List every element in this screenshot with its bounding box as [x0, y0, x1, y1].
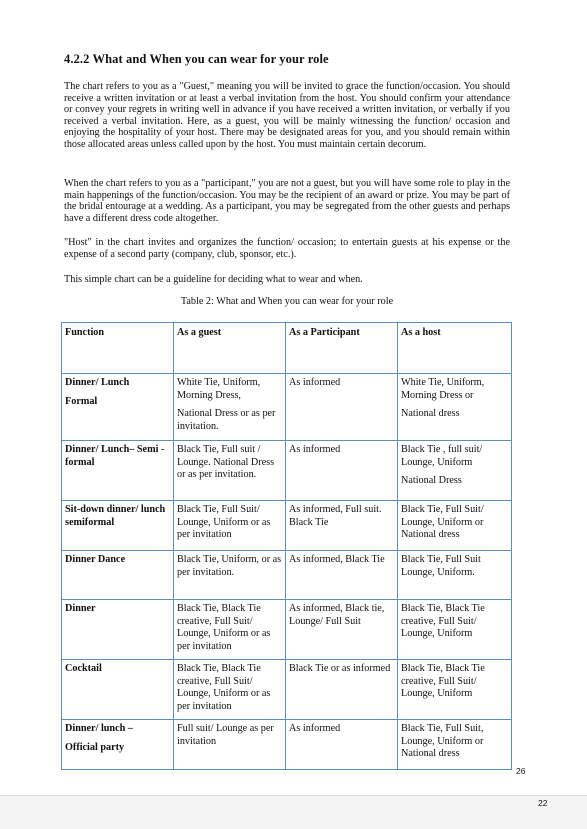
table-cell-participant — [286, 441, 398, 501]
header-participant: As a Participant — [286, 323, 398, 374]
table-cell-function — [62, 374, 174, 441]
table-cell-host — [398, 551, 512, 600]
paragraph-guideline: This simple chart can be a guideline for deciding what to wear and when. — [64, 274, 363, 285]
cell-text: National Dress — [401, 475, 462, 486]
cell-text: Black Tie, Full Suit, Lounge, Uniform or National dress — [401, 723, 484, 759]
table-cell-host — [398, 501, 512, 551]
table-row — [62, 551, 512, 600]
table-cell-guest — [174, 720, 286, 770]
table-cell-participant — [286, 600, 398, 660]
cell-text: As informed, Black tie, Lounge/ Full Suit — [289, 603, 385, 627]
cell-text: Full suit/ Lounge as per invitation — [177, 723, 274, 747]
cell-text: Black Tie, Full Suit/ Lounge, Uniform or National dress — [401, 504, 484, 540]
table-cell-participant — [286, 551, 398, 600]
cell-text: Cocktail — [65, 663, 102, 674]
cell-text: As informed, Black Tie — [289, 554, 385, 565]
table-cell-host — [398, 441, 512, 501]
table-cell-host — [398, 600, 512, 660]
cell-text: Black Tie, Black Tie creative, Full Suit/ Lounge, Uniform — [401, 663, 485, 699]
cell-text: Black Tie , full suit/ Lounge, Uniform — [401, 444, 483, 468]
header-guest: As a guest — [174, 323, 286, 374]
cell-text: Dinner/ Lunch — [65, 377, 130, 388]
header-host: As a host — [398, 323, 512, 374]
page-number-inner: 26 — [516, 766, 526, 776]
page-footer-band — [0, 795, 587, 829]
paragraph-participant: When the chart refers to you as a "participant," you are not a guest, but you will have some role to play in the main happenings of the function/occasion. You may be the recipient of an award or prize. You may be part of the bridal entourage at a wedding. As a participant, you may be segregated from the other guests and perhaps have a different dress code altogether. — [64, 178, 510, 224]
cell-text: Black Tie, Uniform, or as per invitation. — [177, 554, 282, 578]
section-heading: 4.2.2 What and When you can wear for your role — [64, 52, 329, 66]
table-row — [62, 374, 512, 441]
table-cell-participant — [286, 660, 398, 720]
table-cell-guest — [174, 441, 286, 501]
cell-text: Black Tie, Black Tie creative, Full Suit/ Lounge, Uniform — [401, 603, 485, 639]
cell-text: As informed, Full suit. Black Tie — [289, 504, 382, 528]
table-cell-function — [62, 551, 174, 600]
table-cell-guest — [174, 501, 286, 551]
table-cell-function — [62, 720, 174, 770]
cell-text: National dress — [401, 408, 460, 419]
cell-text: Black Tie, Full suit / Lounge. National Dress or as per invitation. — [177, 444, 275, 480]
table-row — [62, 600, 512, 660]
table-cell-guest — [174, 374, 286, 441]
table-row — [62, 660, 512, 720]
table-cell-participant — [286, 501, 398, 551]
cell-text: Dinner/ Lunch– Semi -formal — [65, 444, 165, 468]
table-cell-function — [62, 501, 174, 551]
page-number-outer: 22 — [538, 798, 548, 808]
paragraph-guest: The chart refers to you as a "Guest," meaning you will be invited to grace the function/occasion. You should receive a written invitation or at least a verbal invitation from the host. You should confirm your attendance or convey your regrets in writing well in advance if you have received a written invitation, or verbally if you received a verbal invitation. Here, as a guest, you will be mainly witnessing the function/ occasion and enjoying the hospitality of your host. There may be designated areas for you, and you should remain within those allocated areas unless called upon by the host. You must maintain certain decorum. — [64, 81, 510, 150]
table-row — [62, 441, 512, 501]
cell-text: As informed — [289, 444, 341, 455]
header-function: Function — [62, 323, 174, 374]
cell-text: As informed — [289, 723, 341, 734]
cell-text: As informed — [289, 377, 341, 388]
cell-text: Black Tie, Black Tie creative, Full Suit/ Lounge, Uniform or as per invitation — [177, 663, 271, 712]
table-cell-host — [398, 720, 512, 770]
table-cell-host — [398, 374, 512, 441]
cell-text: National Dress or as per invitation. — [177, 408, 276, 432]
cell-text: Black Tie, Black Tie creative, Full Suit/ Lounge, Uniform or as per invitation — [177, 603, 271, 652]
cell-text: White Tie, Uniform, Morning Dress or — [401, 377, 485, 401]
cell-text: Official party — [65, 741, 125, 753]
cell-text: Dinner Dance — [65, 554, 126, 565]
table-row — [62, 501, 512, 551]
table-cell-guest — [174, 551, 286, 600]
table-cell-guest — [174, 600, 286, 660]
table-cell-participant — [286, 720, 398, 770]
cell-text: Black Tie or as informed — [289, 663, 391, 674]
table-cell-host — [398, 660, 512, 720]
table-row — [62, 720, 512, 770]
cell-text: Black Tie, Full Suit/ Lounge, Uniform or as per invitation — [177, 504, 271, 540]
cell-text: Dinner — [65, 603, 96, 614]
cell-text: Black Tie, Full Suit Lounge, Uniform. — [401, 554, 481, 578]
cell-text: White Tie, Uniform, Morning Dress, — [177, 377, 261, 401]
table-header-row — [62, 323, 512, 374]
cell-text: Dinner/ lunch – — [65, 723, 133, 734]
table-caption: Table 2: What and When you can wear for your role — [180, 296, 394, 307]
paragraph-host: "Host" in the chart invites and organizes the function/ occasion; to entertain guests at his expense or the expense of a second party (company, club, sponsor, etc.). — [64, 237, 510, 260]
table-cell-participant — [286, 374, 398, 441]
table-cell-function — [62, 600, 174, 660]
dress-code-table — [61, 322, 512, 770]
table-cell-guest — [174, 660, 286, 720]
table-cell-function — [62, 660, 174, 720]
cell-text: Formal — [65, 395, 98, 407]
table-cell-function — [62, 441, 174, 501]
cell-text: Sit-down dinner/ lunch semiformal — [65, 504, 166, 528]
